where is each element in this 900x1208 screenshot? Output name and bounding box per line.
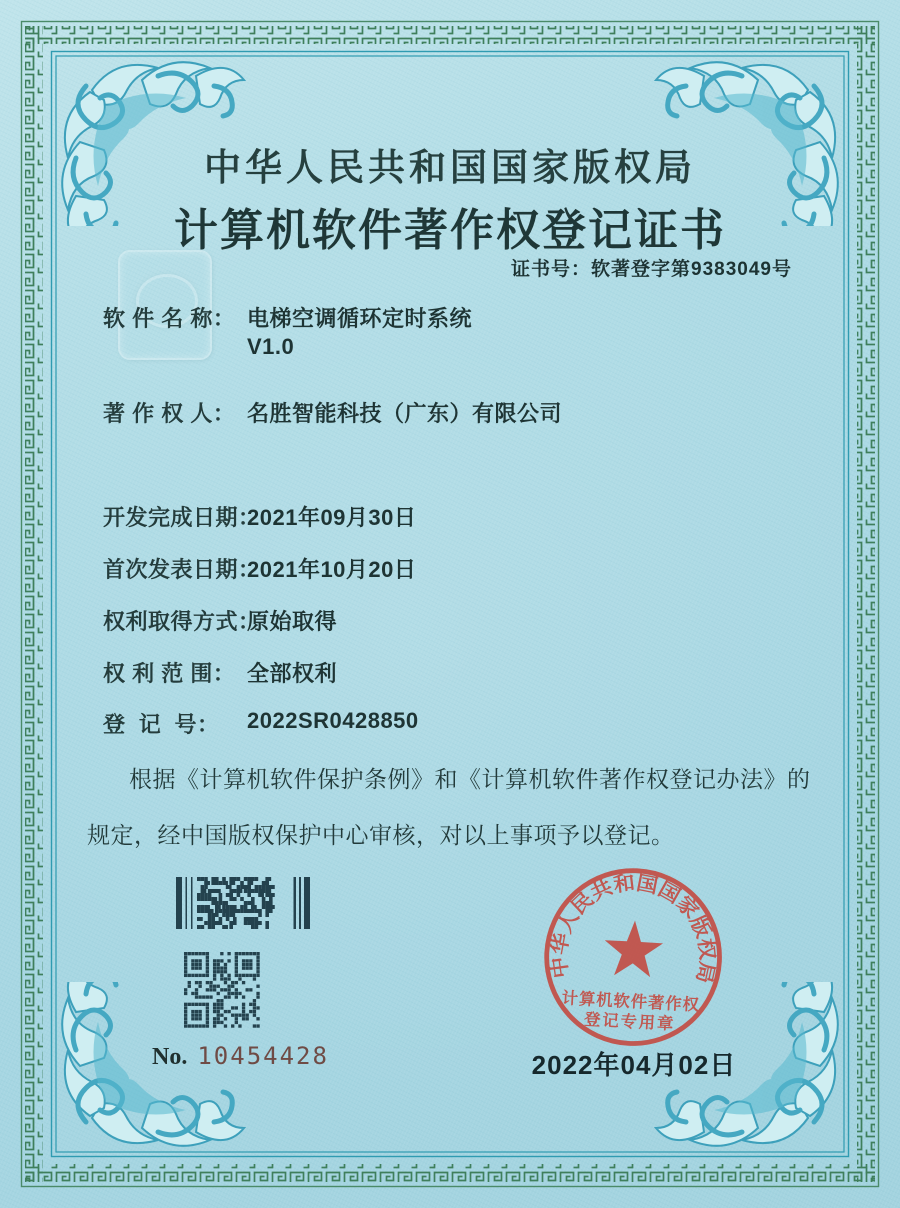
field-value-copyright-owner: 名胜智能科技（广东）有限公司 bbox=[247, 401, 563, 426]
field-label-software-name: 软 件 名 称： bbox=[103, 306, 236, 331]
certificate-title: 计算机软件著作权登记证书 bbox=[174, 206, 726, 255]
serial-number-line bbox=[152, 1042, 329, 1071]
serial-number: 10454428 bbox=[197, 1042, 329, 1070]
field-value-registration-number: 2022SR0428850 bbox=[247, 708, 419, 733]
field-label-copyright-owner: 著 作 权 人： bbox=[103, 401, 236, 426]
certificate-number-value: 软著登字第9383049号 bbox=[591, 259, 792, 280]
barcode bbox=[176, 877, 310, 929]
statement-line-2: 规定，经中国版权保护中心审核，对以上事项予以登记。 bbox=[87, 822, 675, 848]
field-value-software-name: 电梯空调循环定时系统 bbox=[247, 306, 473, 331]
field-label-dev-complete-date: 开发完成日期： bbox=[103, 505, 261, 530]
seal-text-line-2: 登记专用章 bbox=[583, 1010, 676, 1034]
qr-code bbox=[184, 952, 260, 1028]
field-label-first-publish-date: 首次发表日期： bbox=[103, 557, 261, 582]
certificate-number-line bbox=[511, 254, 792, 281]
field-value-rights-acquisition: 原始取得 bbox=[247, 609, 338, 634]
certificate-number-label: 证书号： bbox=[511, 259, 592, 280]
serial-prefix: No. bbox=[152, 1044, 188, 1070]
seal-ring-text: 中华人民共和国国家版权局 bbox=[548, 872, 718, 984]
field-label-rights-acquisition: 权利取得方式： bbox=[103, 609, 261, 634]
field-value-software-version: V1.0 bbox=[247, 334, 295, 359]
official-seal bbox=[532, 856, 734, 1062]
field-value-first-publish-date: 2021年10月20日 bbox=[247, 557, 417, 582]
authority-title: 中华人民共和国国家版权局 bbox=[204, 148, 696, 189]
seal-text-line-1: 计算机软件著作权 bbox=[561, 989, 701, 1015]
field-label-registration-number: 登 记 号： bbox=[103, 712, 220, 737]
statement-line-1: 根据《计算机软件保护条例》和《计算机软件著作权登记办法》的 bbox=[129, 766, 811, 792]
issue-date: 2022年04月02日 bbox=[531, 1050, 737, 1080]
field-value-rights-scope: 全部权利 bbox=[247, 661, 338, 686]
field-value-dev-complete-date: 2021年09月30日 bbox=[247, 505, 417, 530]
field-label-rights-scope: 权 利 范 围： bbox=[103, 661, 236, 686]
seal-star-icon bbox=[603, 919, 664, 978]
